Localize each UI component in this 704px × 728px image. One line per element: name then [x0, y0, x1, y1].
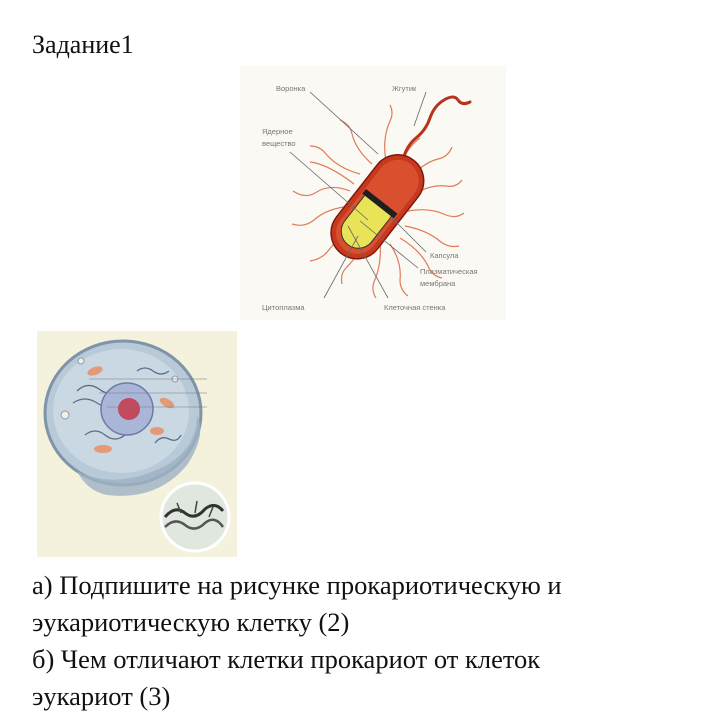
- label-yadernoe-veshchestvo: Ядерное: [262, 127, 293, 136]
- question-b-line-2: эукариот (3): [32, 681, 171, 711]
- label-kapsula: Капсула: [430, 251, 459, 260]
- label-plazmaticheskaya-membrana: Плазматическая: [420, 267, 478, 276]
- label-citoplazma: Цитоплазма: [262, 303, 305, 312]
- label-plazmaticheskaya-membrana-2: мембрана: [420, 279, 456, 288]
- task-heading: Задание1: [32, 30, 134, 59]
- flagellum: [402, 97, 470, 166]
- eukaryotic-cell-illustration: [37, 331, 237, 557]
- question-a-line-2: эукариотическую клетку (2): [32, 607, 350, 637]
- label-zhgutik: Жгутик: [392, 84, 417, 93]
- label-voronka: Воронка: [276, 84, 306, 93]
- question-a-line-1: а) Подпишите на рисунке прокариотическую и: [32, 570, 562, 600]
- question-b-line-1: б) Чем отличают клетки прокариот от клеток: [32, 644, 541, 674]
- bacterium-illustration: [240, 66, 506, 320]
- label-kletochnaya-stenka: Клеточная стенка: [384, 303, 446, 312]
- label-yadernoe-veshchestvo-2: вещество: [262, 139, 296, 148]
